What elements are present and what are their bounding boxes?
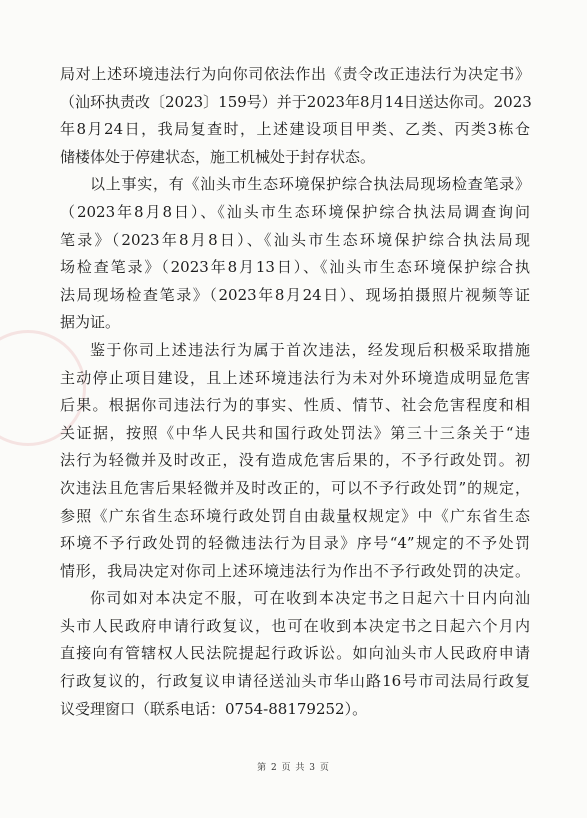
text-line: 局对上述环境违法行为向你司依法作出《责令改正违法行为决定书》 [60, 65, 530, 83]
paragraph-appeal-rights [60, 585, 530, 723]
paragraph-violation-decision [60, 61, 530, 171]
text-line: 直接向有管辖权人民法院提起行政诉讼。如向汕头市人民政府申请 [60, 644, 530, 663]
text-line: 参照《广东省生态环境行政处罚自由裁量权规定》中《广东省生态 [60, 506, 530, 525]
text-line: 以上事实，有《汕头市生态环境保护综合执法局现场检查笔录》 [90, 175, 530, 194]
text-line: 议受理窗口（联系电话：0754-88179252）。 [60, 699, 368, 718]
text-line: 法局现场检查笔录》（2023年8月24日）、现场拍摄照片视频等证 [60, 285, 530, 304]
paragraph-decision-basis [60, 337, 530, 585]
text-line: 关证据，按照《中华人民共和国行政处罚法》第三十三条关于“违 [60, 423, 530, 442]
document-body [60, 61, 530, 723]
text-line: 笔录》（2023年8月8日）、《汕头市生态环境保护综合执法局现 [60, 230, 530, 249]
text-line: 环境不予行政处罚的轻微违法行为目录》序号“4”规定的不予处罚 [60, 534, 530, 553]
text-line: 你司如对本决定不服，可在收到本决定书之日起六十日内向汕 [90, 589, 530, 608]
text-line: （汕环执责改〔2023〕159号）并于2023年8月14日送达你司。2023 [60, 92, 532, 111]
text-line: 场检查笔录》（2023年8月13日）、《汕头市生态环境保护综合执 [60, 258, 530, 277]
text-line: 次违法且危害后果轻微并及时改正的，可以不予行政处罚”的规定， [60, 478, 530, 497]
text-line: （2023年8月8日）、《汕头市生态环境保护综合执法局调查询问 [60, 202, 530, 221]
text-line: 后果。根据你司违法行为的事实、性质、情节、社会危害程度和相 [60, 396, 530, 415]
text-line: 头市人民政府申请行政复议，也可在收到本决定书之日起六个月内 [60, 616, 530, 635]
text-line: 行政复议的，行政复议申请径送汕头市华山路16号市司法局行政复 [60, 672, 530, 691]
page-number-footer: 第 2 页 共 3 页 [257, 763, 330, 773]
text-line: 法行为轻微并及时改正，没有造成危害后果的，不予行政处罚。初 [60, 451, 530, 470]
text-line: 情形，我局决定对你司上述环境违法行为作出不予行政处罚的决定。 [60, 561, 530, 580]
text-line: 年8月24日，我局复查时，上述建设项目甲类、乙类、丙类3栋仓 [60, 120, 530, 139]
text-line: 据为证。 [60, 313, 121, 332]
text-line: 储楼体处于停建状态，施工机械处于封存状态。 [60, 147, 376, 166]
text-line: 鉴于你司上述违法行为属于首次违法，经发现后积极采取措施 [90, 340, 530, 359]
text-line: 主动停止项目建设，且上述环境违法行为未对外环境造成明显危害 [60, 368, 530, 387]
paragraph-evidence [60, 171, 530, 337]
